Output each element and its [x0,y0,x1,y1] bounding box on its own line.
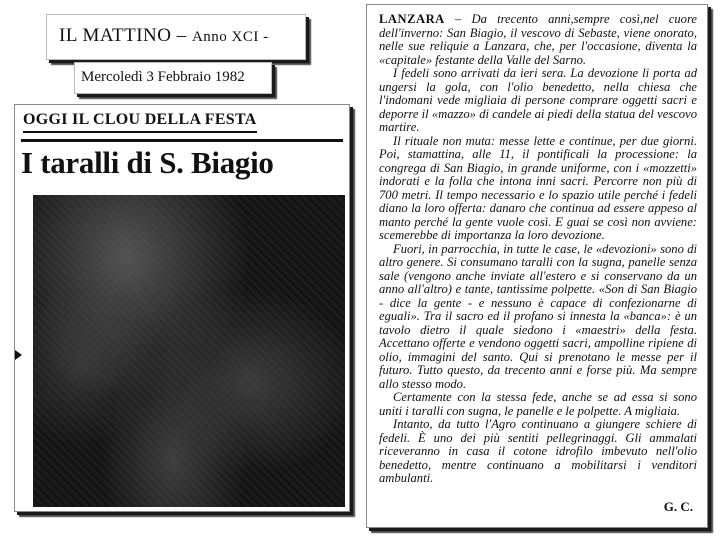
masthead-clipping [46,14,306,60]
paragraph [379,13,697,67]
newspaper-name: IL MATTINO [59,25,172,46]
paragraph: Intanto, da tutto l'Agro continuano a giungere schiere di fedeli. È uno dei più sentiti pellegrinaggi. Gli ammalati riceveranno in casa il cotone idrofilo imbevuto nell'olio benedetto, mentre continuano a mobilitarsi i venditori ambulanti. [379,417,697,485]
paragraph: Certamente con la stessa fede, anche se ad essa si sono uniti i taralli con sugna, le panelle e le polpette. A migliaia. [379,390,697,418]
dateline-clipping [74,62,272,94]
article-headline: I taralli di S. Biagio [21,145,274,180]
publication-date: Mercoledì 3 Febbraio 1982 [81,69,245,85]
masthead-separator: – [176,25,187,46]
paragraph: Il rituale non muta: messe lette e continue, per due giorni. Poi, stamattina, alle 11, il pontificali la processione: la congrega di San Biagio, in grande uniforme, con i «mozzetti» indorati e la folla che intona inni sacri. Percorre non più di 700 metri. Il tempo necessario e lo spazio utile perché i fedeli diano la loro offerta: danaro che continua ad essere appeso al manto perché la gente vuole così. E guai se così non avviene: scemerebbe di importanza la loro devozione. [379,133,697,242]
headline-clipping [14,104,350,512]
paragraph: I fedeli sono arrivati da ieri sera. La devozione li porta ad ungersi la gola, con l'olio benedetto, nella chiesa che l'indomani vede migliaia di persone comprare oggetti sacri e deporre il «mazzo» di candele ai piedi della statua del vescovo martire. [379,66,697,134]
volume-label: Anno XCI - [191,29,269,45]
body-clipping [366,4,708,528]
paragraph-text: – Da trecento anni,sempre così,nel cuore dell'inverno: San Biagio, il vescovo di Sebaste, viene onorato, nelle sue reliquie a Lanzara, che, per l'occasione, diventa la «capitale» festante della Valle del Sarno. [379,12,697,67]
dateline-place: LANZARA [379,12,445,26]
article-body [379,13,697,486]
masthead-line [59,25,269,47]
article-photo [33,195,345,507]
author-signature: G. C. [663,499,693,514]
headline-rule [21,139,343,142]
paragraph: Fuori, in parrocchia, in tutte le case, le «devozioni» sono di altro genere. Si consumano taralli con la sugna, panelle senza sale (vengono anche inviate all'estero e si conservano da un anno all'altro) e tante, tantissime polpette. «Son di San Biagio - dice la gente - e nessuno è capace di confezionarne di eguali». Tra il sacro ed il profano si innesta la «banca»: è un tavolo dietro il quale siedono i «maestri» della festa. Accettano offerte e vendono oggetti sacri, ampolline ripiene di olio, immagini del santo. Qui si prenotano le messe per il futuro. Tutto questo, da trecento anni e forse più. Ma sempre allo stesso modo. [379,241,697,391]
article-kicker: OGGI IL CLOU DELLA FESTA [23,111,257,133]
margin-marker-icon [15,350,22,360]
